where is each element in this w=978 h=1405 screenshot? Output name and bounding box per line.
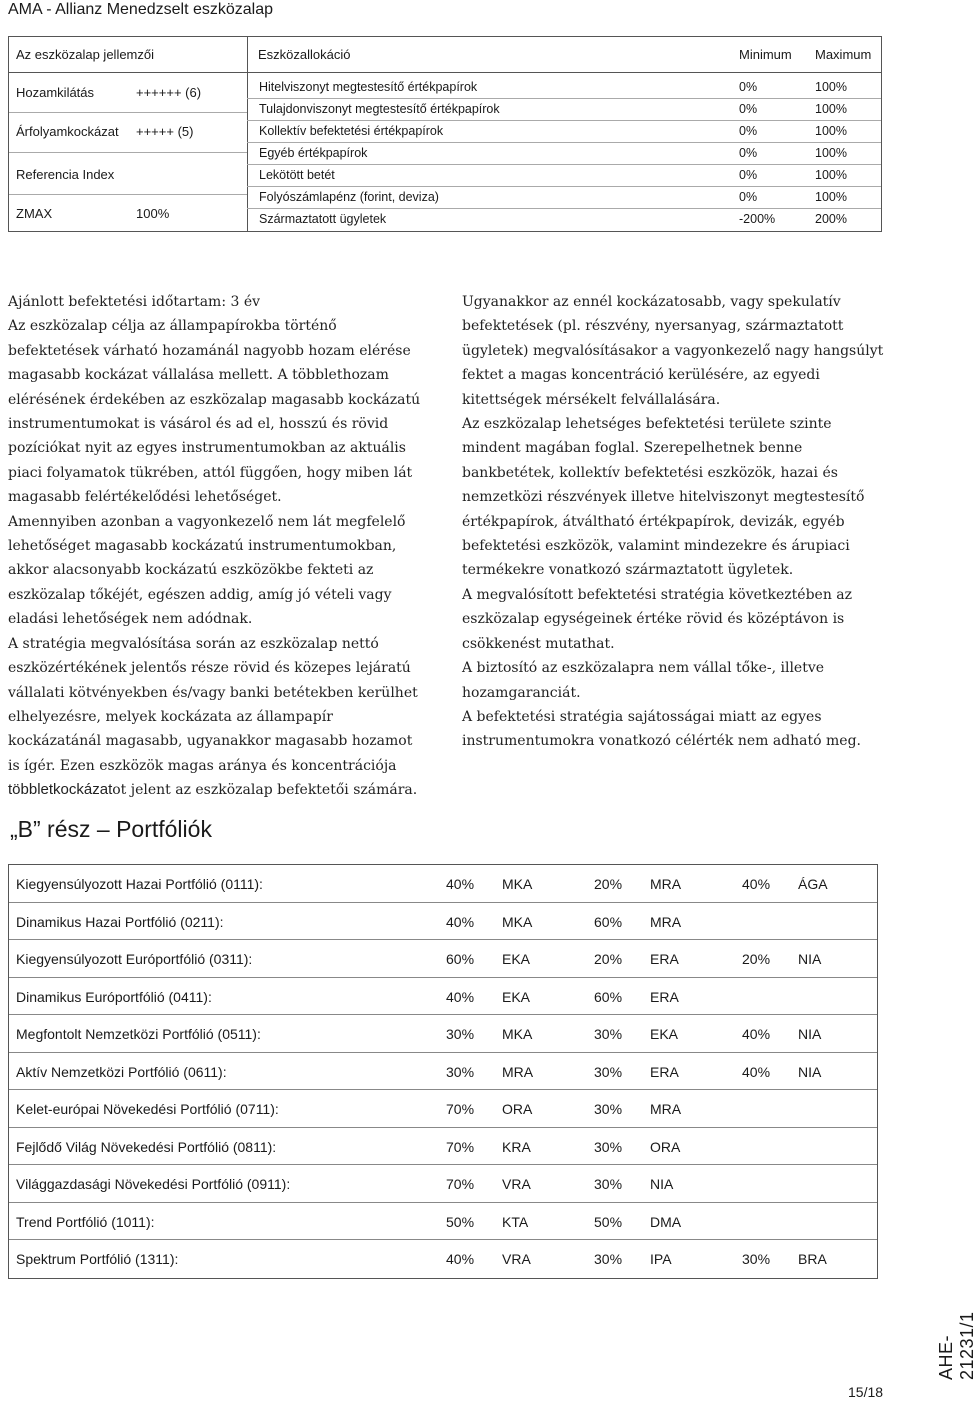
portfolio-share: 70% <box>446 1176 475 1192</box>
allocation-max: 100% <box>815 168 847 182</box>
portfolio-asset-code: MRA <box>650 876 682 892</box>
portfolio-share: 40% <box>446 876 475 892</box>
characteristic-value: ++++++ (6) <box>136 85 202 100</box>
allocation-max: 100% <box>815 146 847 160</box>
portfolio-row <box>9 1015 877 1053</box>
paragraph: A biztosító az eszközalapra nem vállal tőke-, illetve hozamgaranciát. <box>462 660 825 701</box>
right-text-column <box>462 290 887 754</box>
portfolio-share: 30% <box>594 1138 623 1155</box>
allocation-name: Lekötött betét <box>259 168 335 182</box>
portfolio-asset-code: ERA <box>650 988 679 1005</box>
portfolio-asset-code: NIA <box>798 1063 822 1080</box>
portfolio-asset-code: EKA <box>650 1026 679 1042</box>
highlighted-term: többletkockázat <box>8 781 113 799</box>
portfolio-asset-code: MKA <box>502 1026 533 1042</box>
portfolio-name: Kelet-európai Növekedési Portfólió (0711): <box>16 1101 279 1117</box>
allocation-max: 200% <box>815 212 847 226</box>
portfolio-row <box>9 1240 877 1278</box>
portfolio-share: 40% <box>446 988 475 1005</box>
portfolio-asset-code: IPA <box>650 1251 672 1267</box>
portfolio-share: 60% <box>594 913 623 930</box>
allocation-max: 100% <box>815 190 847 204</box>
characteristics-header: Az eszközalap jellemzői <box>16 47 155 62</box>
portfolio-asset-code: ÁGA <box>798 876 828 892</box>
portfolio-name: Spektrum Portfólió (1311): <box>16 1251 179 1267</box>
characteristic-value: 100% <box>136 206 170 221</box>
portfolio-share: 30% <box>594 1251 623 1267</box>
portfolio-share: 30% <box>594 1176 623 1192</box>
portfolio-row <box>9 1203 877 1241</box>
portfolio-share: 30% <box>742 1251 771 1267</box>
portfolio-table <box>8 864 878 1279</box>
allocation-row <box>247 99 881 121</box>
portfolio-asset-code: ORA <box>650 1138 681 1155</box>
allocation-name: Származtatott ügyletek <box>259 212 387 226</box>
portfolio-share: 50% <box>446 1213 475 1230</box>
portfolio-name: Trend Portfólió (1011): <box>16 1213 155 1230</box>
portfolio-name: Fejlődő Világ Növekedési Portfólió (0811): <box>16 1138 277 1155</box>
allocation-min: 0% <box>739 146 758 160</box>
portfolio-asset-code: MRA <box>502 1063 534 1080</box>
allocation-name: Tulajdonviszonyt megtestesítő értékpapírok <box>259 102 500 116</box>
paragraph: Ajánlott befektetési időtartam: 3 év <box>8 294 261 310</box>
section-title: „B” rész – Portfóliók <box>10 816 212 842</box>
characteristic-label: Hozamkilátás <box>16 85 95 100</box>
portfolio-asset-code: MKA <box>502 913 533 930</box>
portfolio-asset-code: BRA <box>798 1251 827 1267</box>
characteristic-row <box>9 113 247 153</box>
allocation-max: 100% <box>815 124 847 138</box>
portfolio-name: Dinamikus Európortfólió (0411): <box>16 988 212 1005</box>
portfolio-asset-code: ERA <box>650 951 679 967</box>
portfolio-row <box>9 978 877 1016</box>
portfolio-row <box>9 1165 877 1203</box>
allocation-row <box>247 143 881 165</box>
portfolio-share: 30% <box>446 1026 475 1042</box>
paragraph <box>8 632 428 803</box>
characteristic-label: ZMAX <box>16 206 53 221</box>
portfolio-asset-code: NIA <box>650 1176 674 1192</box>
portfolio-asset-code: ERA <box>650 1063 679 1080</box>
portfolio-share: 30% <box>594 1063 623 1080</box>
allocation-min: 0% <box>739 124 758 138</box>
allocation-row <box>247 121 881 143</box>
allocation-name: Egyéb értékpapírok <box>259 146 368 160</box>
portfolio-row <box>9 865 877 903</box>
portfolio-share: 20% <box>594 876 623 892</box>
portfolio-share: 40% <box>446 1251 475 1267</box>
paragraph: Amennyiben azonban a vagyonkezelő nem lát megfelelő lehetőséget magasabb kockázatú instrumentumokban, akkor alacsonyabb kockázatú eszközökbe fekteti az eszközalap tőkéjét, egészen addig, amíg jó vételi vagy eladási lehetőségek nem adódnak. <box>8 513 406 628</box>
allocation-header: Eszközallokáció <box>258 47 351 62</box>
paragraph: A befektetési stratégia sajátosságai miatt az egyes instrumentumokra vonatkozó célérték nem adható meg. <box>462 708 862 750</box>
paragraph: Ugyanakkor az ennél kockázatosabb, vagy spekulatív befektetések (pl. részvény, nyersanyag, származtatott ügyletek) megvalósításakor a vagyonkezelő nagy hangsúlyt fektet a magas koncentráció kerülésére, az egyedi kitettségek mérsékelt felvállalására. <box>462 294 884 408</box>
portfolio-share: 30% <box>594 1026 623 1042</box>
allocation-name: Hitelviszonyt megtestesítő értékpapírok <box>259 80 478 94</box>
characteristic-row <box>9 195 247 231</box>
page-number: 15/18 <box>848 1384 884 1400</box>
allocation-row <box>247 77 881 99</box>
portfolio-asset-code: NIA <box>798 1026 822 1042</box>
portfolio-share: 20% <box>594 951 623 967</box>
paragraph: Az eszközalap célja az állampapírokba történő befektetések várható hozamánál nagyobb hozam elérése magasabb kockázat vállalása mellett. A többlethozam elérésének érdekében az eszközalap magasabb kockázatú instrumentumokat is vásárol és ad el, hosszú és rövid pozíciókat nyit az egyes instrumentumokban az aktuális piaci folyamatok tükrében, attól függően, hogy miben lát magasabb felértékelődési lehetőséget. <box>8 318 421 506</box>
portfolio-asset-code: DMA <box>650 1213 682 1230</box>
portfolio-row <box>9 940 877 978</box>
portfolio-row <box>9 903 877 941</box>
maximum-header: Maximum <box>815 47 872 62</box>
portfolio-asset-code: KRA <box>502 1138 531 1155</box>
paragraph-text: ot jelent az eszközalap befektetői számára. <box>112 782 418 799</box>
portfolio-asset-code: VRA <box>502 1251 531 1267</box>
portfolio-row <box>9 1090 877 1128</box>
allocation-min: 0% <box>739 80 758 94</box>
paragraph: A megvalósított befektetési stratégia következtében az eszközalap egységeinek értéke rövid és középtávon is csökkenést mutathat. <box>462 586 853 652</box>
portfolio-name: Világgazdasági Növekedési Portfólió (0911): <box>16 1176 291 1192</box>
portfolio-share: 40% <box>742 1063 771 1080</box>
left-text-column <box>8 290 428 803</box>
portfolio-row <box>9 1128 877 1166</box>
portfolio-name: Megfontolt Nemzetközi Portfólió (0511): <box>16 1026 261 1042</box>
portfolio-asset-code: VRA <box>502 1176 531 1192</box>
allocation-min: 0% <box>739 190 758 204</box>
characteristic-row <box>9 73 247 113</box>
portfolio-share: 30% <box>446 1063 475 1080</box>
portfolio-name: Kiegyensúlyozott Hazai Portfólió (0111): <box>16 876 263 892</box>
portfolio-asset-code: MKA <box>502 876 533 892</box>
portfolio-name: Kiegyensúlyozott Európortfólió (0311): <box>16 951 253 967</box>
minimum-header: Minimum <box>739 47 792 62</box>
portfolio-asset-code: EKA <box>502 951 531 967</box>
portfolio-share: 60% <box>594 988 623 1005</box>
portfolio-share: 70% <box>446 1101 475 1117</box>
portfolio-share: 50% <box>594 1213 623 1230</box>
characteristic-value: +++++ (5) <box>136 124 194 139</box>
portfolio-asset-code: ORA <box>502 1101 533 1117</box>
portfolio-share: 70% <box>446 1138 475 1155</box>
allocation-name: Kollektív befektetési értékpapírok <box>259 124 444 138</box>
portfolio-asset-code: KTA <box>502 1213 529 1230</box>
document-code: AHE-21231/1 <box>936 1311 977 1380</box>
portfolio-name: Dinamikus Hazai Portfólió (0211): <box>16 913 224 930</box>
allocation-row <box>247 209 881 231</box>
portfolio-asset-code: EKA <box>502 988 531 1005</box>
portfolio-share: 40% <box>446 913 475 930</box>
portfolio-asset-code: MRA <box>650 1101 682 1117</box>
portfolio-share: 40% <box>742 876 771 892</box>
portfolio-name: Aktív Nemzetközi Portfólió (0611): <box>16 1063 227 1080</box>
portfolio-share: 20% <box>742 951 771 967</box>
portfolio-share: 30% <box>594 1101 623 1117</box>
characteristic-label: Árfolyamkockázat <box>16 124 119 139</box>
allocation-min: -200% <box>739 212 776 226</box>
document-title: AMA - Allianz Menedzselt eszközalap <box>8 1 274 18</box>
characteristic-row <box>9 153 247 195</box>
allocation-max: 100% <box>815 102 847 116</box>
allocation-name: Folyószámlapénz (forint, deviza) <box>259 190 439 204</box>
fund-overview-table <box>8 36 882 232</box>
portfolio-row <box>9 1053 877 1091</box>
paragraph: Az eszközalap lehetséges befektetési területe szinte mindent magában foglal. Szerepelhetnek benne bankbetétek, kollektív befektetési eszközök, hazai és nemzetközi részvények illetve hitelviszonyt megtestesítő értékpapírok, átváltható értékpapírok, devizák, egyéb befektetési eszközök, valamint mindezekre és árupiaci termékekre vonatkozó származtatott ügyletek. <box>462 416 865 579</box>
paragraph-text: A stratégia megvalósítása során az eszközalap nettó eszközértékének jelentős része rövid és közepes lejáratú vállalati kötvényekben és/vagy banki betétekben kerülhet elhelyezésre, melyek kockázata az állampapír kockázatánál magasabb, ugyanakkor magasabb hozamot is ígér. Ezen eszközök magas aránya és koncentrációja <box>8 635 418 774</box>
portfolio-share: 40% <box>742 1026 771 1042</box>
allocation-row <box>247 187 881 209</box>
allocation-max: 100% <box>815 80 847 94</box>
allocation-min: 0% <box>739 102 758 116</box>
table-header <box>9 37 881 73</box>
portfolio-asset-code: MRA <box>650 913 682 930</box>
allocation-row <box>247 165 881 187</box>
allocation-min: 0% <box>739 168 758 182</box>
characteristic-label: Referencia Index <box>16 167 115 182</box>
portfolio-share: 60% <box>446 951 475 967</box>
portfolio-asset-code: NIA <box>798 951 822 967</box>
